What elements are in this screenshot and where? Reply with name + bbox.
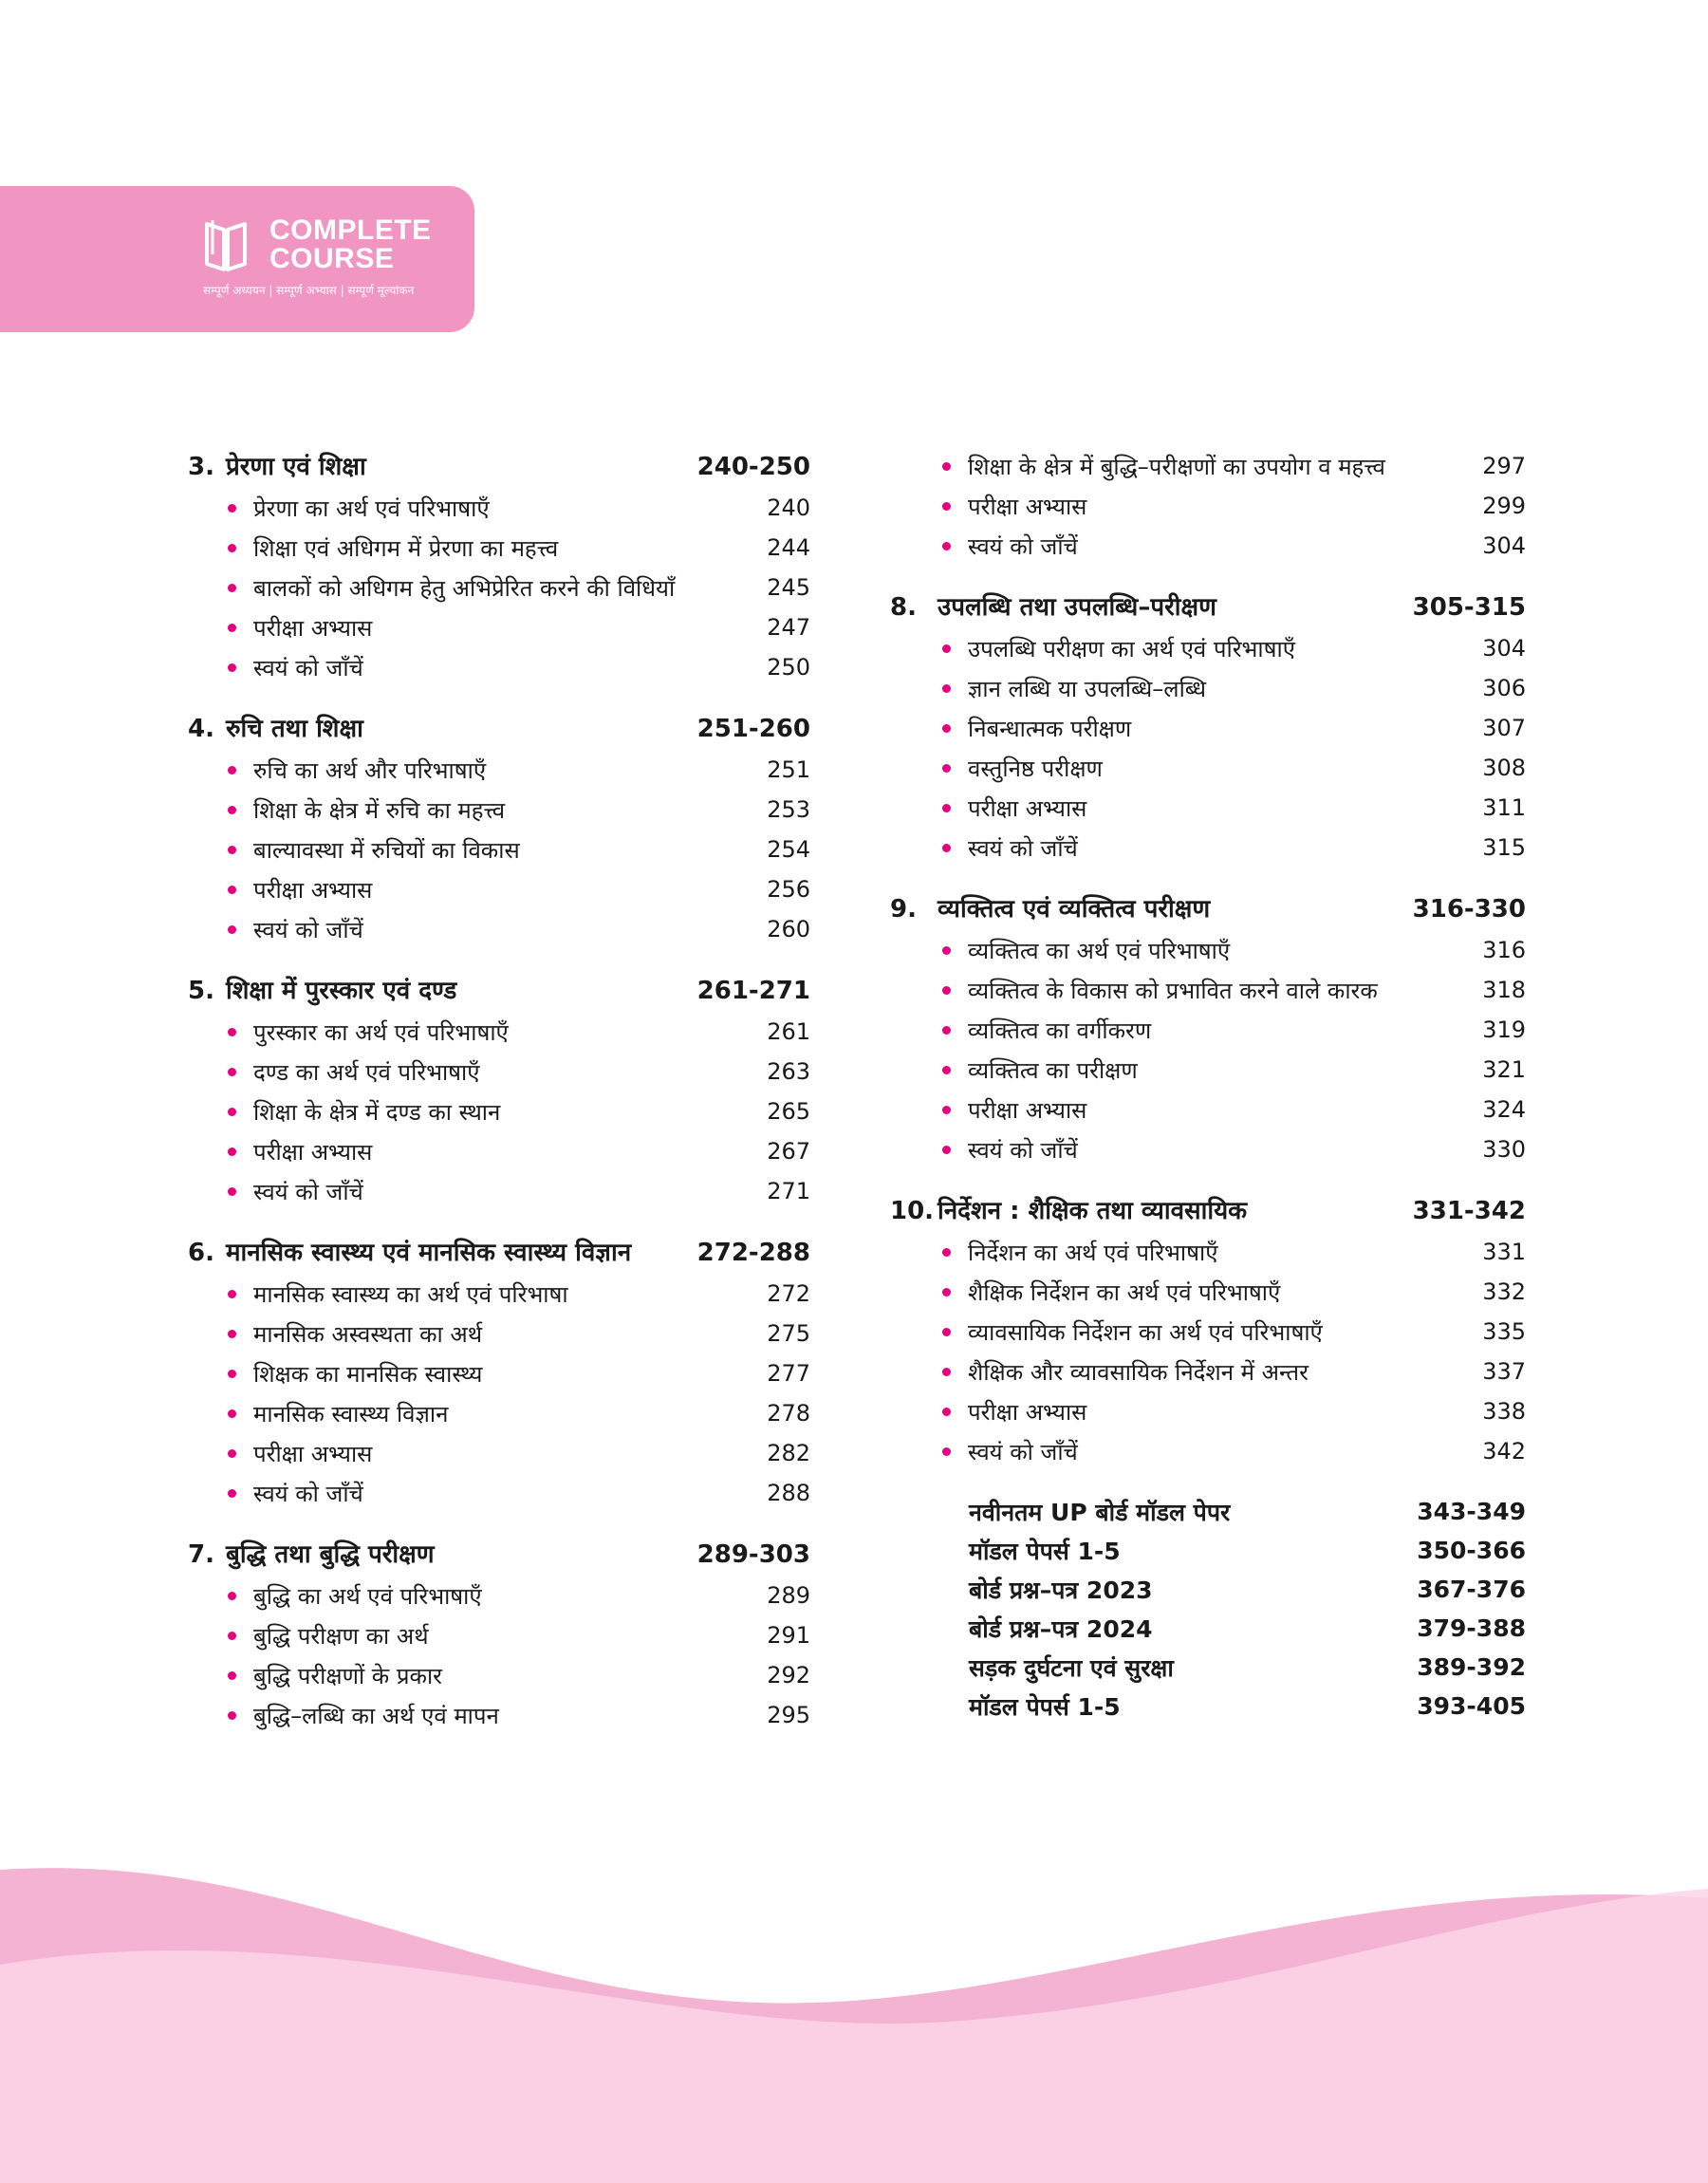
bullet-icon: [942, 724, 951, 733]
toc-item[interactable]: [228, 1314, 810, 1353]
unit-title: व्यक्तित्व एवं व्यक्तित्व परीक्षण: [938, 895, 1211, 924]
bullet-icon: [942, 764, 951, 773]
bullet-icon: [942, 542, 951, 550]
toc-item[interactable]: [942, 1232, 1526, 1272]
unit-title: प्रेरणा एवं शिक्षा: [226, 453, 366, 481]
toc-item[interactable]: [942, 1010, 1526, 1050]
toc-extra-item[interactable]: [969, 1492, 1526, 1531]
bullet-icon: [942, 844, 951, 852]
toc-item-label: परीक्षा अभ्यास: [253, 1138, 373, 1166]
bullet-icon: [228, 766, 236, 774]
toc-item-label: परीक्षा अभ्यास: [253, 876, 373, 904]
toc-item-label: बाल्यावस्था में रुचियों का विकास: [253, 836, 520, 864]
toc-item-label: स्वयं को जाँचें: [968, 1438, 1078, 1465]
brand-name: [269, 216, 432, 273]
toc-unit: [188, 970, 810, 1211]
toc-item-page: 245: [767, 574, 810, 601]
toc-item-page: 240: [767, 494, 810, 521]
toc-item[interactable]: [228, 1433, 810, 1473]
unit-heading[interactable]: [890, 888, 1526, 930]
toc-item-list: [188, 488, 810, 687]
toc-item-page: 295: [767, 1702, 810, 1728]
toc-item-label: व्यक्तित्व के विकास को प्रभावित करने वाले कारक: [968, 977, 1378, 1004]
toc-item-label: शिक्षा के क्षेत्र में रुचि का महत्त्व: [253, 796, 506, 824]
toc-item-label: व्यक्तित्व का वर्गीकरण: [968, 1017, 1152, 1044]
toc-extra-item[interactable]: [969, 1609, 1526, 1648]
toc-item-list: [188, 750, 810, 949]
bullet-icon: [228, 925, 236, 934]
unit-title: उपलब्धि तथा उपलब्धि–परीक्षण: [938, 593, 1216, 622]
toc-item-label: उपलब्धि परीक्षण का अर्थ एवं परिभाषाएँ: [968, 635, 1295, 662]
toc-item-page: 292: [767, 1662, 810, 1689]
toc-item-page: 299: [1482, 493, 1526, 519]
toc-item[interactable]: [942, 1391, 1526, 1431]
brand-line-1: COMPLETE: [269, 215, 432, 246]
toc-item-page: 282: [767, 1440, 810, 1466]
toc-item-label: स्वयं को जाँचें: [968, 532, 1078, 560]
toc-item[interactable]: [942, 486, 1526, 526]
toc-item-page: 342: [1482, 1438, 1526, 1465]
toc-item[interactable]: [228, 1615, 810, 1655]
bullet-icon: [228, 624, 236, 632]
bullet-icon: [942, 1288, 951, 1297]
toc-item-label: परीक्षा अभ्यास: [968, 1398, 1087, 1426]
bullet-icon: [228, 1409, 236, 1418]
toc-item-label: परीक्षा अभ्यास: [253, 614, 373, 642]
toc-item[interactable]: [942, 970, 1526, 1010]
toc-item[interactable]: [228, 1353, 810, 1393]
extra-pages: 350-366: [1417, 1537, 1526, 1564]
bullet-icon: [942, 1368, 951, 1376]
unit-number: 8.: [890, 593, 917, 622]
extra-pages: 379-388: [1417, 1614, 1526, 1642]
toc-unit: [188, 708, 810, 949]
extra-label: बोर्ड प्रश्न–पत्र 2024: [969, 1614, 1153, 1643]
unit-number: 4.: [188, 715, 214, 743]
toc-item-page: 267: [767, 1138, 810, 1165]
toc-item-page: 272: [767, 1280, 810, 1307]
toc-item[interactable]: [942, 628, 1526, 668]
toc-item[interactable]: [228, 1274, 810, 1314]
bullet-icon: [228, 1147, 236, 1156]
toc-item-label: स्वयं को जाँचें: [253, 1178, 363, 1205]
bullet-icon: [228, 1671, 236, 1680]
bullet-icon: [228, 544, 236, 552]
toc-item-label: ज्ञान लब्धि या उपलब्धि–लब्धि: [968, 675, 1207, 702]
toc-item-list: [890, 1232, 1526, 1471]
unit-heading[interactable]: [188, 1232, 810, 1274]
toc-item[interactable]: [942, 1431, 1526, 1471]
toc-item-page: 247: [767, 614, 810, 641]
unit-heading[interactable]: [188, 970, 810, 1012]
toc-item-page: 338: [1482, 1398, 1526, 1425]
bullet-icon: [228, 886, 236, 894]
toc-item-label: प्रेरणा का अर्थ एवं परिभाषाएँ: [253, 494, 490, 522]
bullet-icon: [942, 1106, 951, 1114]
toc-item-list: [188, 1576, 810, 1735]
toc-item[interactable]: [228, 1052, 810, 1092]
toc-item-page: 324: [1482, 1096, 1526, 1123]
toc-item-label: रुचि का अर्थ और परिभाषाएँ: [253, 756, 487, 784]
toc-item[interactable]: [228, 1131, 810, 1171]
toc-item-label: व्यक्तित्व का अर्थ एवं परिभाषाएँ: [968, 937, 1231, 964]
unit-title: बुद्धि तथा बुद्धि परीक्षण: [226, 1540, 435, 1569]
toc-item[interactable]: [228, 488, 810, 528]
toc-item-page: 244: [767, 534, 810, 561]
bullet-icon: [228, 1632, 236, 1640]
toc-item-page: 330: [1482, 1136, 1526, 1163]
toc-item-page: 318: [1482, 977, 1526, 1003]
toc-item-page: 304: [1482, 532, 1526, 559]
toc-item-label: बुद्धि का अर्थ एवं परिभाषाएँ: [253, 1582, 482, 1610]
toc-extra-item[interactable]: [969, 1687, 1526, 1726]
unit-pages: 289-303: [696, 1540, 810, 1569]
extra-pages: 393-405: [1417, 1692, 1526, 1720]
toc-item[interactable]: [942, 748, 1526, 788]
toc-item-list: [890, 628, 1526, 868]
toc-item[interactable]: [228, 790, 810, 830]
bullet-icon: [942, 1328, 951, 1336]
unit-number: 7.: [188, 1540, 214, 1569]
bullet-icon: [228, 1449, 236, 1458]
toc-item-page: 256: [767, 876, 810, 903]
toc-item-page: 337: [1482, 1358, 1526, 1385]
unit-title: मानसिक स्वास्थ्य एवं मानसिक स्वास्थ्य विज्ञान: [226, 1239, 632, 1267]
toc-item[interactable]: [228, 830, 810, 869]
toc-item[interactable]: [228, 869, 810, 909]
toc-item[interactable]: [228, 1171, 810, 1211]
toc-item[interactable]: [942, 930, 1526, 970]
bullet-icon: [228, 1068, 236, 1076]
toc-left-column: [188, 446, 810, 1756]
toc-extra-item[interactable]: [969, 1531, 1526, 1570]
toc-item-label: शिक्षक का मानसिक स्वास्थ्य: [253, 1360, 483, 1388]
toc-item[interactable]: [942, 526, 1526, 566]
toc-item[interactable]: [228, 647, 810, 687]
toc-item[interactable]: [942, 1090, 1526, 1129]
bullet-icon: [228, 1108, 236, 1116]
bullet-icon: [942, 804, 951, 812]
unit-title: निर्देशन : शैक्षिक तथा व्यावसायिक: [938, 1197, 1248, 1225]
extra-pages: 367-376: [1417, 1576, 1526, 1603]
unit-number: 9.: [890, 895, 917, 924]
unit-pages: 240-250: [696, 453, 810, 481]
unit-pages: 261-271: [696, 977, 810, 1005]
toc-item-list: [188, 1274, 810, 1513]
toc-item-page: 308: [1482, 755, 1526, 781]
unit-heading[interactable]: [188, 446, 810, 488]
toc-unit: [890, 587, 1526, 868]
bullet-icon: [228, 584, 236, 592]
toc-item-label: दण्ड का अर्थ एवं परिभाषाएँ: [253, 1058, 480, 1086]
bullet-icon: [942, 502, 951, 511]
toc-item-label: बालकों को अधिगम हेतु अभिप्रेरित करने की विधियाँ: [253, 574, 676, 602]
toc-item[interactable]: [228, 750, 810, 790]
toc-extra-item[interactable]: [969, 1570, 1526, 1609]
bullet-icon: [942, 1447, 951, 1456]
toc-item-page: 275: [767, 1320, 810, 1347]
unit-number: 10.: [890, 1197, 935, 1225]
open-book-icon: [203, 216, 249, 273]
toc-item-label: निबन्धात्मक परीक्षण: [968, 715, 1132, 742]
toc-item-page: 332: [1482, 1278, 1526, 1305]
bullet-icon: [228, 1028, 236, 1036]
toc-item-label: व्यक्तित्व का परीक्षण: [968, 1056, 1138, 1084]
toc-item-page: 335: [1482, 1318, 1526, 1345]
toc-unit: [890, 888, 1526, 1169]
toc-item-page: 277: [767, 1360, 810, 1387]
toc-item-page: 291: [767, 1622, 810, 1649]
toc-item-label: परीक्षा अभ्यास: [968, 794, 1087, 822]
toc-item[interactable]: [228, 1473, 810, 1513]
toc-item-label: वस्तुनिष्ठ परीक्षण: [968, 755, 1103, 782]
toc-item[interactable]: [228, 1012, 810, 1052]
brand-line-2: COURSE: [269, 243, 395, 274]
toc-item[interactable]: [942, 828, 1526, 868]
unit-heading[interactable]: [890, 1190, 1526, 1232]
toc-item[interactable]: [228, 528, 810, 568]
toc-item-label: बुद्धि परीक्षण का अर्थ: [253, 1622, 429, 1650]
toc-item-page: 289: [767, 1582, 810, 1609]
toc-item-page: 306: [1482, 675, 1526, 701]
toc-item-label: स्वयं को जाँचें: [968, 1136, 1078, 1164]
toc-item-page: 278: [767, 1400, 810, 1427]
unit-heading[interactable]: [890, 587, 1526, 628]
unit-pages: 316-330: [1412, 895, 1526, 924]
toc-item-page: 261: [767, 1018, 810, 1045]
unit-heading[interactable]: [188, 1534, 810, 1576]
toc-item-page: 311: [1482, 794, 1526, 821]
toc-item-page: 288: [767, 1480, 810, 1506]
unit-title: शिक्षा में पुरस्कार एवं दण्ड: [226, 977, 457, 1005]
bullet-icon: [942, 1026, 951, 1035]
toc-item[interactable]: [942, 708, 1526, 748]
bullet-icon: [942, 462, 951, 471]
toc-item-page: 316: [1482, 937, 1526, 963]
unit-pages: 251-260: [696, 715, 810, 743]
toc-item[interactable]: [228, 1576, 810, 1615]
bullet-icon: [228, 1330, 236, 1338]
toc-unit: [188, 446, 810, 687]
toc-item[interactable]: [942, 1272, 1526, 1312]
extra-label: मॉडल पेपर्स 1-5: [969, 1692, 1121, 1721]
toc-item-page: 253: [767, 796, 810, 823]
toc-unit: [188, 1534, 810, 1735]
toc-item-page: 331: [1482, 1239, 1526, 1265]
toc-item-page: 321: [1482, 1056, 1526, 1083]
toc-item-list: [890, 446, 1526, 566]
toc-right-column: [890, 446, 1526, 1726]
brand-tagline: सम्पूर्ण अध्ययन | सम्पूर्ण अभ्यास | सम्पूर्ण मूल्यांकन: [203, 284, 415, 297]
toc-item-label: स्वयं को जाँचें: [968, 834, 1078, 862]
toc-item-page: 254: [767, 836, 810, 863]
toc-item-label: शिक्षा के क्षेत्र में दण्ड का स्थान: [253, 1098, 501, 1126]
toc-item-page: 297: [1482, 453, 1526, 479]
toc-item-label: शैक्षिक और व्यावसायिक निर्देशन में अन्तर: [968, 1358, 1309, 1386]
toc-item-label: परीक्षा अभ्यास: [968, 493, 1087, 520]
toc-item[interactable]: [942, 1050, 1526, 1090]
unit-number: 6.: [188, 1239, 214, 1267]
bullet-icon: [228, 1711, 236, 1720]
toc-extra-item[interactable]: [969, 1648, 1526, 1687]
toc-item[interactable]: [942, 788, 1526, 828]
toc-item[interactable]: [228, 909, 810, 949]
toc-item-label: व्यावसायिक निर्देशन का अर्थ एवं परिभाषाएँ: [968, 1318, 1323, 1346]
extra-label: मॉडल पेपर्स 1-5: [969, 1537, 1121, 1565]
bullet-icon: [228, 1489, 236, 1498]
bullet-icon: [228, 846, 236, 854]
toc-item-label: निर्देशन का अर्थ एवं परिभाषाएँ: [968, 1239, 1218, 1266]
extra-pages: 389-392: [1417, 1653, 1526, 1681]
toc-item-page: 265: [767, 1098, 810, 1125]
toc-item-list: [188, 1012, 810, 1211]
unit-number: 3.: [188, 453, 214, 481]
toc-item-label: मानसिक स्वास्थ्य विज्ञान: [253, 1400, 449, 1427]
toc-extras-list: [890, 1492, 1526, 1726]
toc-item[interactable]: [942, 1129, 1526, 1169]
bullet-icon: [942, 1248, 951, 1257]
toc-item-page: 263: [767, 1058, 810, 1085]
toc-item-label: शिक्षा के क्षेत्र में बुद्धि–परीक्षणों का उपयोग व महत्त्व: [968, 453, 1385, 480]
bullet-icon: [228, 663, 236, 672]
bullet-icon: [228, 1290, 236, 1298]
toc-item-label: मानसिक स्वास्थ्य का अर्थ एवं परिभाषा: [253, 1280, 568, 1308]
unit-title: रुचि तथा शिक्षा: [226, 715, 363, 743]
toc-item-label: बुद्धि–लब्धि का अर्थ एवं मापन: [253, 1702, 499, 1729]
extra-label: नवीनतम UP बोर्ड मॉडल पेपर: [969, 1498, 1231, 1526]
bullet-icon: [942, 946, 951, 955]
toc-item-page: 250: [767, 654, 810, 681]
toc-item[interactable]: [228, 1092, 810, 1131]
toc-item-label: शिक्षा एवं अधिगम में प्रेरणा का महत्त्व: [253, 534, 559, 562]
bullet-icon: [228, 1592, 236, 1600]
bullet-icon: [228, 1370, 236, 1378]
toc-item[interactable]: [228, 568, 810, 607]
unit-pages: 331-342: [1412, 1197, 1526, 1225]
extra-label: सड़क दुर्घटना एवं सुरक्षा: [969, 1653, 1174, 1682]
extra-label: बोर्ड प्रश्न–पत्र 2023: [969, 1576, 1153, 1604]
toc-item-list: [890, 930, 1526, 1169]
toc-item-label: शैक्षिक निर्देशन का अर्थ एवं परिभाषाएँ: [968, 1278, 1281, 1306]
toc-item-page: 271: [767, 1178, 810, 1204]
footer-waves: [0, 1851, 1708, 2183]
toc-item-label: स्वयं को जाँचें: [253, 916, 363, 943]
bullet-icon: [942, 644, 951, 653]
toc-item[interactable]: [942, 668, 1526, 708]
bullet-icon: [228, 806, 236, 814]
unit-pages: 272-288: [696, 1239, 810, 1267]
toc-item-label: स्वयं को जाँचें: [253, 1480, 363, 1507]
toc-item[interactable]: [942, 1352, 1526, 1391]
toc-item[interactable]: [228, 1655, 810, 1695]
toc-item-page: 251: [767, 756, 810, 783]
toc-item-page: 307: [1482, 715, 1526, 741]
toc-item-page: 315: [1482, 834, 1526, 861]
toc-item-label: मानसिक अस्वस्थता का अर्थ: [253, 1320, 483, 1348]
bullet-icon: [942, 1066, 951, 1074]
toc-item-label: परीक्षा अभ्यास: [968, 1096, 1087, 1124]
toc-unit: [890, 1190, 1526, 1471]
bullet-icon: [228, 504, 236, 513]
unit-heading[interactable]: [188, 708, 810, 750]
toc-unit: [188, 1232, 810, 1513]
toc-item-label: बुद्धि परीक्षणों के प्रकार: [253, 1662, 442, 1689]
toc-item[interactable]: [942, 446, 1526, 486]
toc-item-page: 319: [1482, 1017, 1526, 1043]
toc-item-label: परीक्षा अभ्यास: [253, 1440, 373, 1467]
toc-item[interactable]: [942, 1312, 1526, 1352]
bullet-icon: [228, 1187, 236, 1196]
toc-item-label: स्वयं को जाँचें: [253, 654, 363, 681]
unit-pages: 305-315: [1412, 593, 1526, 622]
bullet-icon: [942, 684, 951, 693]
toc-item[interactable]: [228, 1695, 810, 1735]
bullet-icon: [942, 1146, 951, 1154]
unit-number: 5.: [188, 977, 214, 1005]
toc-item[interactable]: [228, 1393, 810, 1433]
toc-item[interactable]: [228, 607, 810, 647]
bullet-icon: [942, 1408, 951, 1416]
bullet-icon: [942, 986, 951, 995]
extra-pages: 343-349: [1417, 1498, 1526, 1525]
toc-unit-continued: [890, 446, 1526, 566]
toc-item-label: पुरस्कार का अर्थ एवं परिभाषाएँ: [253, 1018, 509, 1046]
toc-item-page: 260: [767, 916, 810, 942]
toc-item-page: 304: [1482, 635, 1526, 662]
